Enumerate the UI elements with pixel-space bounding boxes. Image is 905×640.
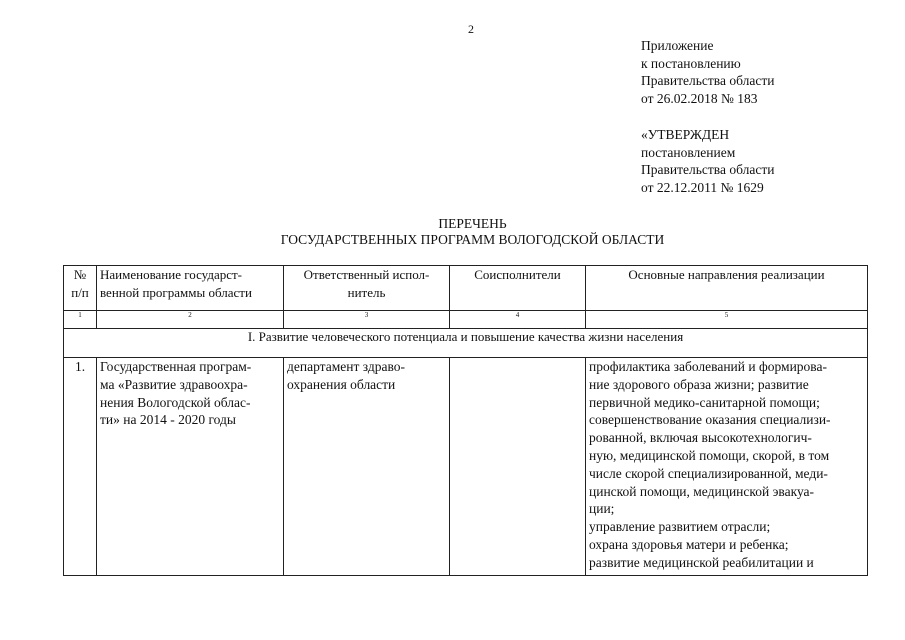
approval-block: [641, 126, 774, 196]
annex-line: от 26.02.2018 № 183: [641, 90, 758, 106]
annex-block: [641, 37, 774, 107]
cell-line: рованной, включая высокотехнологич-: [589, 430, 812, 446]
title-line-2: ГОСУДАРСТВЕННЫХ ПРОГРАММ ВОЛОГОДСКОЙ ОБЛАСТИ: [280, 232, 665, 247]
header-text: Ответственный испол-: [303, 267, 430, 282]
cell-line: ную, медицинской помощи, скорой, в том: [589, 447, 830, 463]
cell-line: ции;: [589, 501, 615, 517]
approval-line: постановлением: [641, 144, 736, 160]
header-text: Наименование государст-: [100, 267, 243, 282]
cell-line: охрана здоровья матери и ребенка;: [589, 536, 789, 552]
cell-line: профилактика заболеваний и формирова-: [589, 359, 827, 374]
cell-line: нения Вологодской облас-: [100, 394, 251, 410]
cell-line: департамент здраво-: [287, 359, 405, 374]
column-number: 4: [450, 311, 586, 329]
header-text: венной программы области: [100, 285, 252, 300]
row-program-name: [97, 358, 284, 576]
cell-line: управление развитием отрасли;: [589, 519, 771, 535]
cell-line: ма «Развитие здравоохра-: [100, 376, 248, 392]
header-directions: [586, 266, 868, 311]
header-number: [64, 266, 97, 311]
column-number: 3: [284, 311, 450, 329]
column-numbers-row: [64, 311, 868, 329]
header-responsible: [284, 266, 450, 311]
annex-line: к постановлению: [641, 55, 741, 71]
annex-line: Правительства области: [641, 73, 775, 88]
title-line-1: ПЕРЕЧЕНЬ: [438, 216, 507, 231]
cell-line: ти» на 2014 - 2020 годы: [100, 412, 236, 428]
annex-line: Приложение: [641, 38, 714, 53]
table-row: [64, 358, 868, 576]
cell-line: цинской помощи, медицинской эвакуа-: [589, 483, 815, 499]
row-responsible: [284, 358, 450, 576]
column-number: 2: [97, 311, 284, 329]
table-header-row: [64, 266, 868, 311]
column-number: 5: [586, 311, 868, 329]
header-text: п/п: [71, 285, 89, 300]
section-row: [64, 329, 868, 358]
header-coexecutors: [450, 266, 586, 311]
row-coexecutors: [450, 358, 586, 576]
page-number: 2: [468, 22, 474, 36]
cell-line: числе скорой специализированной, меди-: [589, 465, 828, 481]
programs-table: [63, 265, 868, 576]
cell-line: совершенствование оказания специализи-: [589, 412, 831, 428]
header-text: №: [73, 267, 87, 282]
cell-line: развитие медицинской реабилитации и: [589, 554, 814, 570]
cell-line: Государственная програм-: [100, 359, 252, 374]
cell-line: охранения области: [287, 376, 396, 392]
cell-line: ние здорового образа жизни; развитие: [589, 376, 809, 392]
column-number: 1: [64, 311, 97, 329]
approval-line: «УТВЕРЖДЕН: [641, 127, 730, 142]
approval-line: от 22.12.2011 № 1629: [641, 179, 764, 195]
approval-line: Правительства области: [641, 162, 775, 177]
cell-line: первичной медико-санитарной помощи;: [589, 394, 820, 410]
header-program-name: [97, 266, 284, 311]
row-directions: [586, 358, 868, 576]
document-title: [0, 216, 905, 248]
header-text: Соисполнители: [474, 267, 561, 282]
row-number: 1.: [64, 358, 97, 576]
header-text: нитель: [347, 285, 386, 300]
section-title: I. Развитие человеческого потенциала и повышение качества жизни населения: [64, 329, 868, 358]
header-text: Основные направления реализации: [628, 267, 825, 282]
